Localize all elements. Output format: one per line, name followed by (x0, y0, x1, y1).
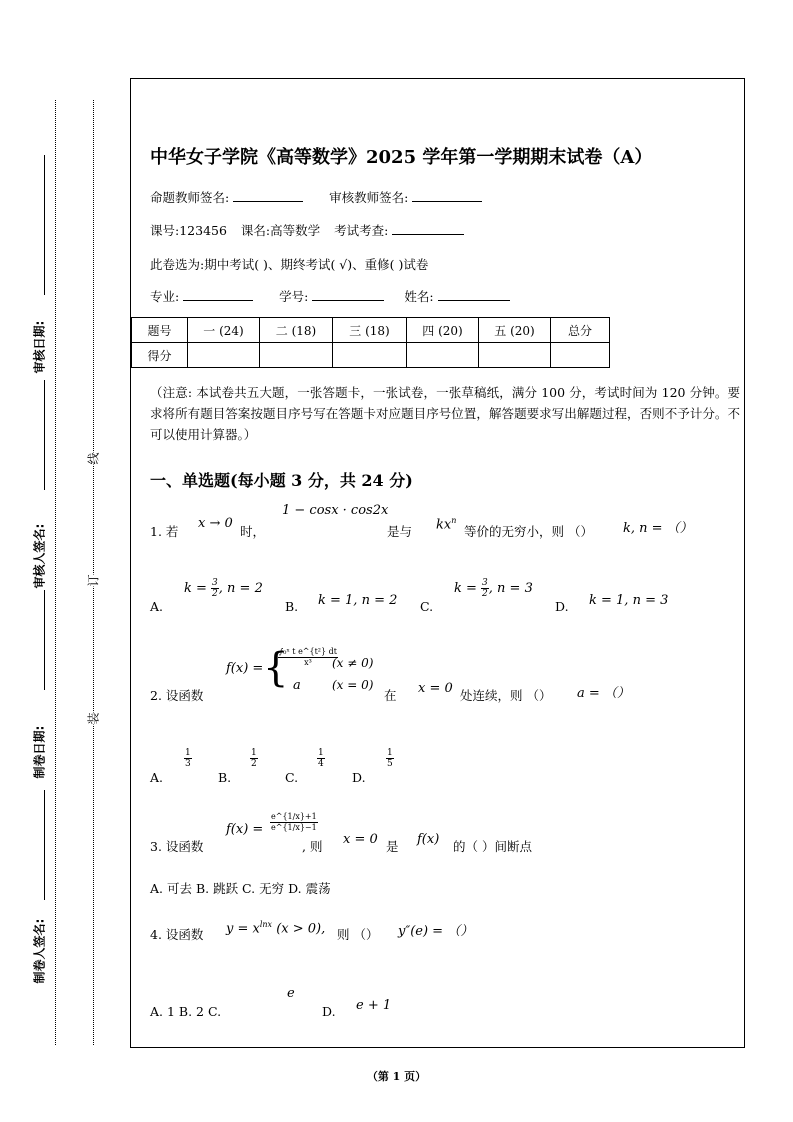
purpose-row: 此卷选为:期中考试( )、期终考试( √)、重修( )试卷 (150, 257, 429, 272)
q4-then: 则 （） (337, 927, 379, 942)
major-label: 专业: (150, 289, 180, 304)
frac-num: 1 (251, 748, 257, 758)
q2-opt-a[interactable] (184, 748, 192, 769)
q4-options-ab[interactable]: A. 1 B. 2 C. (150, 1004, 222, 1019)
q2-opt-b-frac (250, 748, 258, 769)
q2-prefix: 2. 设函数 (150, 688, 204, 703)
binding-dotted-line-left (55, 100, 56, 1045)
maker-date-line (44, 590, 45, 690)
q1-expr: 1 − cosx · cos2x (282, 503, 389, 518)
frac-num: 3 (482, 578, 488, 588)
q2-opt-c-frac (317, 748, 325, 769)
name-label: 姓名: (404, 289, 434, 304)
q2-x0: x = 0 (418, 681, 453, 696)
q2-opt-a-label: A. (150, 770, 164, 785)
q1-kxn-base: kx (436, 517, 452, 533)
q4-opt-d[interactable]: e + 1 (356, 998, 392, 1013)
frac-den: 3 (185, 759, 191, 769)
q3-then: , 则 (302, 839, 323, 854)
frac-den: e^{1/x}−1 (271, 823, 317, 832)
q4-expr-rest: (x > 0), (272, 921, 326, 937)
q2-opt-d-label: D. (352, 770, 366, 785)
q2-opt-b-label: B. (218, 770, 232, 785)
student-row (150, 287, 510, 305)
maker-sign-line (44, 790, 45, 900)
section-1-heading: 一、单选题(每小题 3 分，共 24 分) (150, 471, 413, 490)
q1-opt-a-k: k = (184, 581, 207, 596)
frac-den: 2 (482, 589, 488, 599)
course-row (150, 221, 464, 239)
q3-frac (270, 812, 318, 833)
q1-ask: k, n = （） (623, 521, 693, 536)
q4-prefix: 4. 设函数 (150, 927, 204, 942)
maker-sign-label: 制卷人签名: (32, 918, 47, 984)
q4-expr (226, 920, 325, 936)
reviewer-date-label: 审核日期: (32, 320, 47, 374)
q1-opt-c-frac (481, 578, 489, 599)
q2-opt-b[interactable] (250, 748, 258, 769)
q1-prefix: 1. 若 (150, 524, 179, 539)
q4-ask: y″(e) = （） (398, 924, 474, 939)
q2-opt-d-frac (386, 748, 394, 769)
q4-opt-c[interactable]: e (287, 986, 295, 1001)
q1-opt-d-label: D. (555, 599, 569, 614)
course-no: 课号:123456 (150, 223, 227, 238)
q2-case2: a (293, 678, 301, 693)
q2-tail: 处连续，则 （） (460, 688, 552, 703)
q3-prefix: 3. 设函数 (150, 839, 204, 854)
q2-brace: { (263, 645, 289, 691)
score-cell[interactable] (260, 343, 333, 368)
q1-tail: 等价的无穷小，则 （） (464, 524, 593, 539)
q3-fraction (270, 812, 318, 833)
q2-case1-cond: (x ≠ 0) (332, 656, 374, 670)
q3-options[interactable]: A. 可去 B. 跳跃 C. 无穷 D. 震荡 (150, 881, 331, 896)
exam-note: （注意: 本试卷共五大题，一张答题卡，一张试卷，一张草稿纸，满分 100 分，考试时间为 120 分钟。要求将所有题目答案按题目序号写在答题卡对应题目序号位置，解答题要求写出解题过程，否则不予计分。不可以使用计算器。） (150, 385, 740, 442)
q1-opt-a-frac (211, 578, 219, 599)
exam-type-blank[interactable] (392, 222, 464, 235)
q1-opt-c-k: k = (454, 581, 477, 596)
setter-blank[interactable] (233, 189, 303, 202)
q1-opt-c-label: C. (420, 599, 434, 614)
frac-den: 5 (387, 759, 393, 769)
q2-fx: f(x) = (226, 661, 264, 676)
q3-fx2: f(x) (417, 832, 440, 847)
setter-label: 命题教师签名: (150, 190, 230, 205)
score-value-row (132, 343, 610, 368)
frac-den: 2 (212, 589, 218, 599)
score-row-label: 得分 (132, 343, 188, 368)
frac-num: 3 (212, 578, 218, 588)
frac-den: x³ (304, 658, 312, 667)
frac-den: 2 (251, 759, 257, 769)
name-blank[interactable] (438, 288, 510, 301)
q1-mid: 是与 (387, 524, 413, 539)
frac-den: 4 (318, 759, 324, 769)
setter-row (150, 188, 482, 206)
q3-fx: f(x) = (226, 822, 264, 837)
q2-opt-c[interactable] (317, 748, 325, 769)
score-cell[interactable] (479, 343, 551, 368)
gutter-ding: 订 (86, 574, 101, 587)
q1-kxn-exp: n (451, 516, 457, 525)
score-header-cell: 三 (18) (333, 318, 407, 343)
q1-opt-c[interactable] (454, 578, 533, 599)
q3-tail: 的（ ）间断点 (453, 839, 532, 854)
q1-opt-a-rest: , n = 2 (218, 581, 263, 596)
score-header-row (132, 318, 610, 343)
gutter-xian: 线 (86, 452, 101, 465)
q2-at: 在 (384, 688, 397, 703)
score-header-cell: 四 (20) (407, 318, 479, 343)
frac-num: e^{1/x}+1 (271, 812, 317, 821)
course-name: 课名:高等数学 (240, 223, 321, 238)
q1-cond: x → 0 (198, 516, 233, 531)
major-blank[interactable] (183, 288, 253, 301)
score-table (131, 317, 610, 368)
score-cell[interactable] (551, 343, 610, 368)
q2-case2-cond: (x = 0) (332, 678, 374, 692)
exam-title: 中华女子学院《高等数学》2025 学年第一学期期末试卷（A） (150, 147, 653, 168)
page-footer: （第 1 页） (366, 1070, 427, 1083)
q1-shi: 时， (240, 524, 266, 539)
q1-opt-c-rest: , n = 3 (488, 581, 533, 596)
q2-case1-fraction (278, 647, 338, 668)
q2-ask: a = （） (577, 686, 630, 701)
score-cell[interactable] (407, 343, 479, 368)
q1-opt-b-label: B. (285, 599, 299, 614)
frac-num: 1 (318, 748, 324, 758)
q2-opt-c-label: C. (285, 770, 299, 785)
q1-opt-d[interactable]: k = 1, n = 3 (589, 593, 669, 608)
frac-num: ∫₀ˣ t e^{t²} dt (279, 647, 337, 656)
reviewer-date-line (44, 155, 45, 295)
reviewer-sign-label: 审核人签名: (32, 523, 47, 589)
maker-date-label: 制卷日期: (32, 725, 47, 779)
score-cell[interactable] (188, 343, 260, 368)
student-id-blank[interactable] (312, 288, 384, 301)
gutter-zhuang: 装 (86, 712, 101, 725)
q1-opt-b[interactable]: k = 1, n = 2 (318, 593, 398, 608)
q1-opt-a[interactable] (184, 578, 263, 599)
q4-opt-d-label: D. (322, 1004, 336, 1019)
reviewer-sign-line (44, 380, 45, 490)
frac-num: 1 (387, 748, 393, 758)
q2-case1-frac (278, 647, 338, 668)
score-cell[interactable] (333, 343, 407, 368)
q2-opt-a-frac (184, 748, 192, 769)
binding-dotted-line-right (93, 100, 94, 1045)
q1-opt-a-label: A. (150, 599, 164, 614)
checker-blank[interactable] (412, 189, 482, 202)
score-header-cell: 二 (18) (260, 318, 333, 343)
score-header-cell: 五 (20) (479, 318, 551, 343)
score-header-cell: 一 (24) (188, 318, 260, 343)
checker-label: 审核教师签名: (329, 190, 409, 205)
q3-is: 是 (386, 839, 399, 854)
student-id-label: 学号: (279, 289, 309, 304)
exam-type-label: 考试考查: (334, 223, 389, 238)
q4-expr-exp: lnx (259, 920, 273, 929)
score-header-cell: 题号 (132, 318, 188, 343)
q1-kxn (436, 516, 456, 532)
q2-opt-d[interactable] (386, 748, 394, 769)
q4-expr-base: y = x (226, 921, 260, 937)
frac-num: 1 (185, 748, 191, 758)
q3-x0: x = 0 (343, 832, 378, 847)
score-header-cell: 总分 (551, 318, 610, 343)
